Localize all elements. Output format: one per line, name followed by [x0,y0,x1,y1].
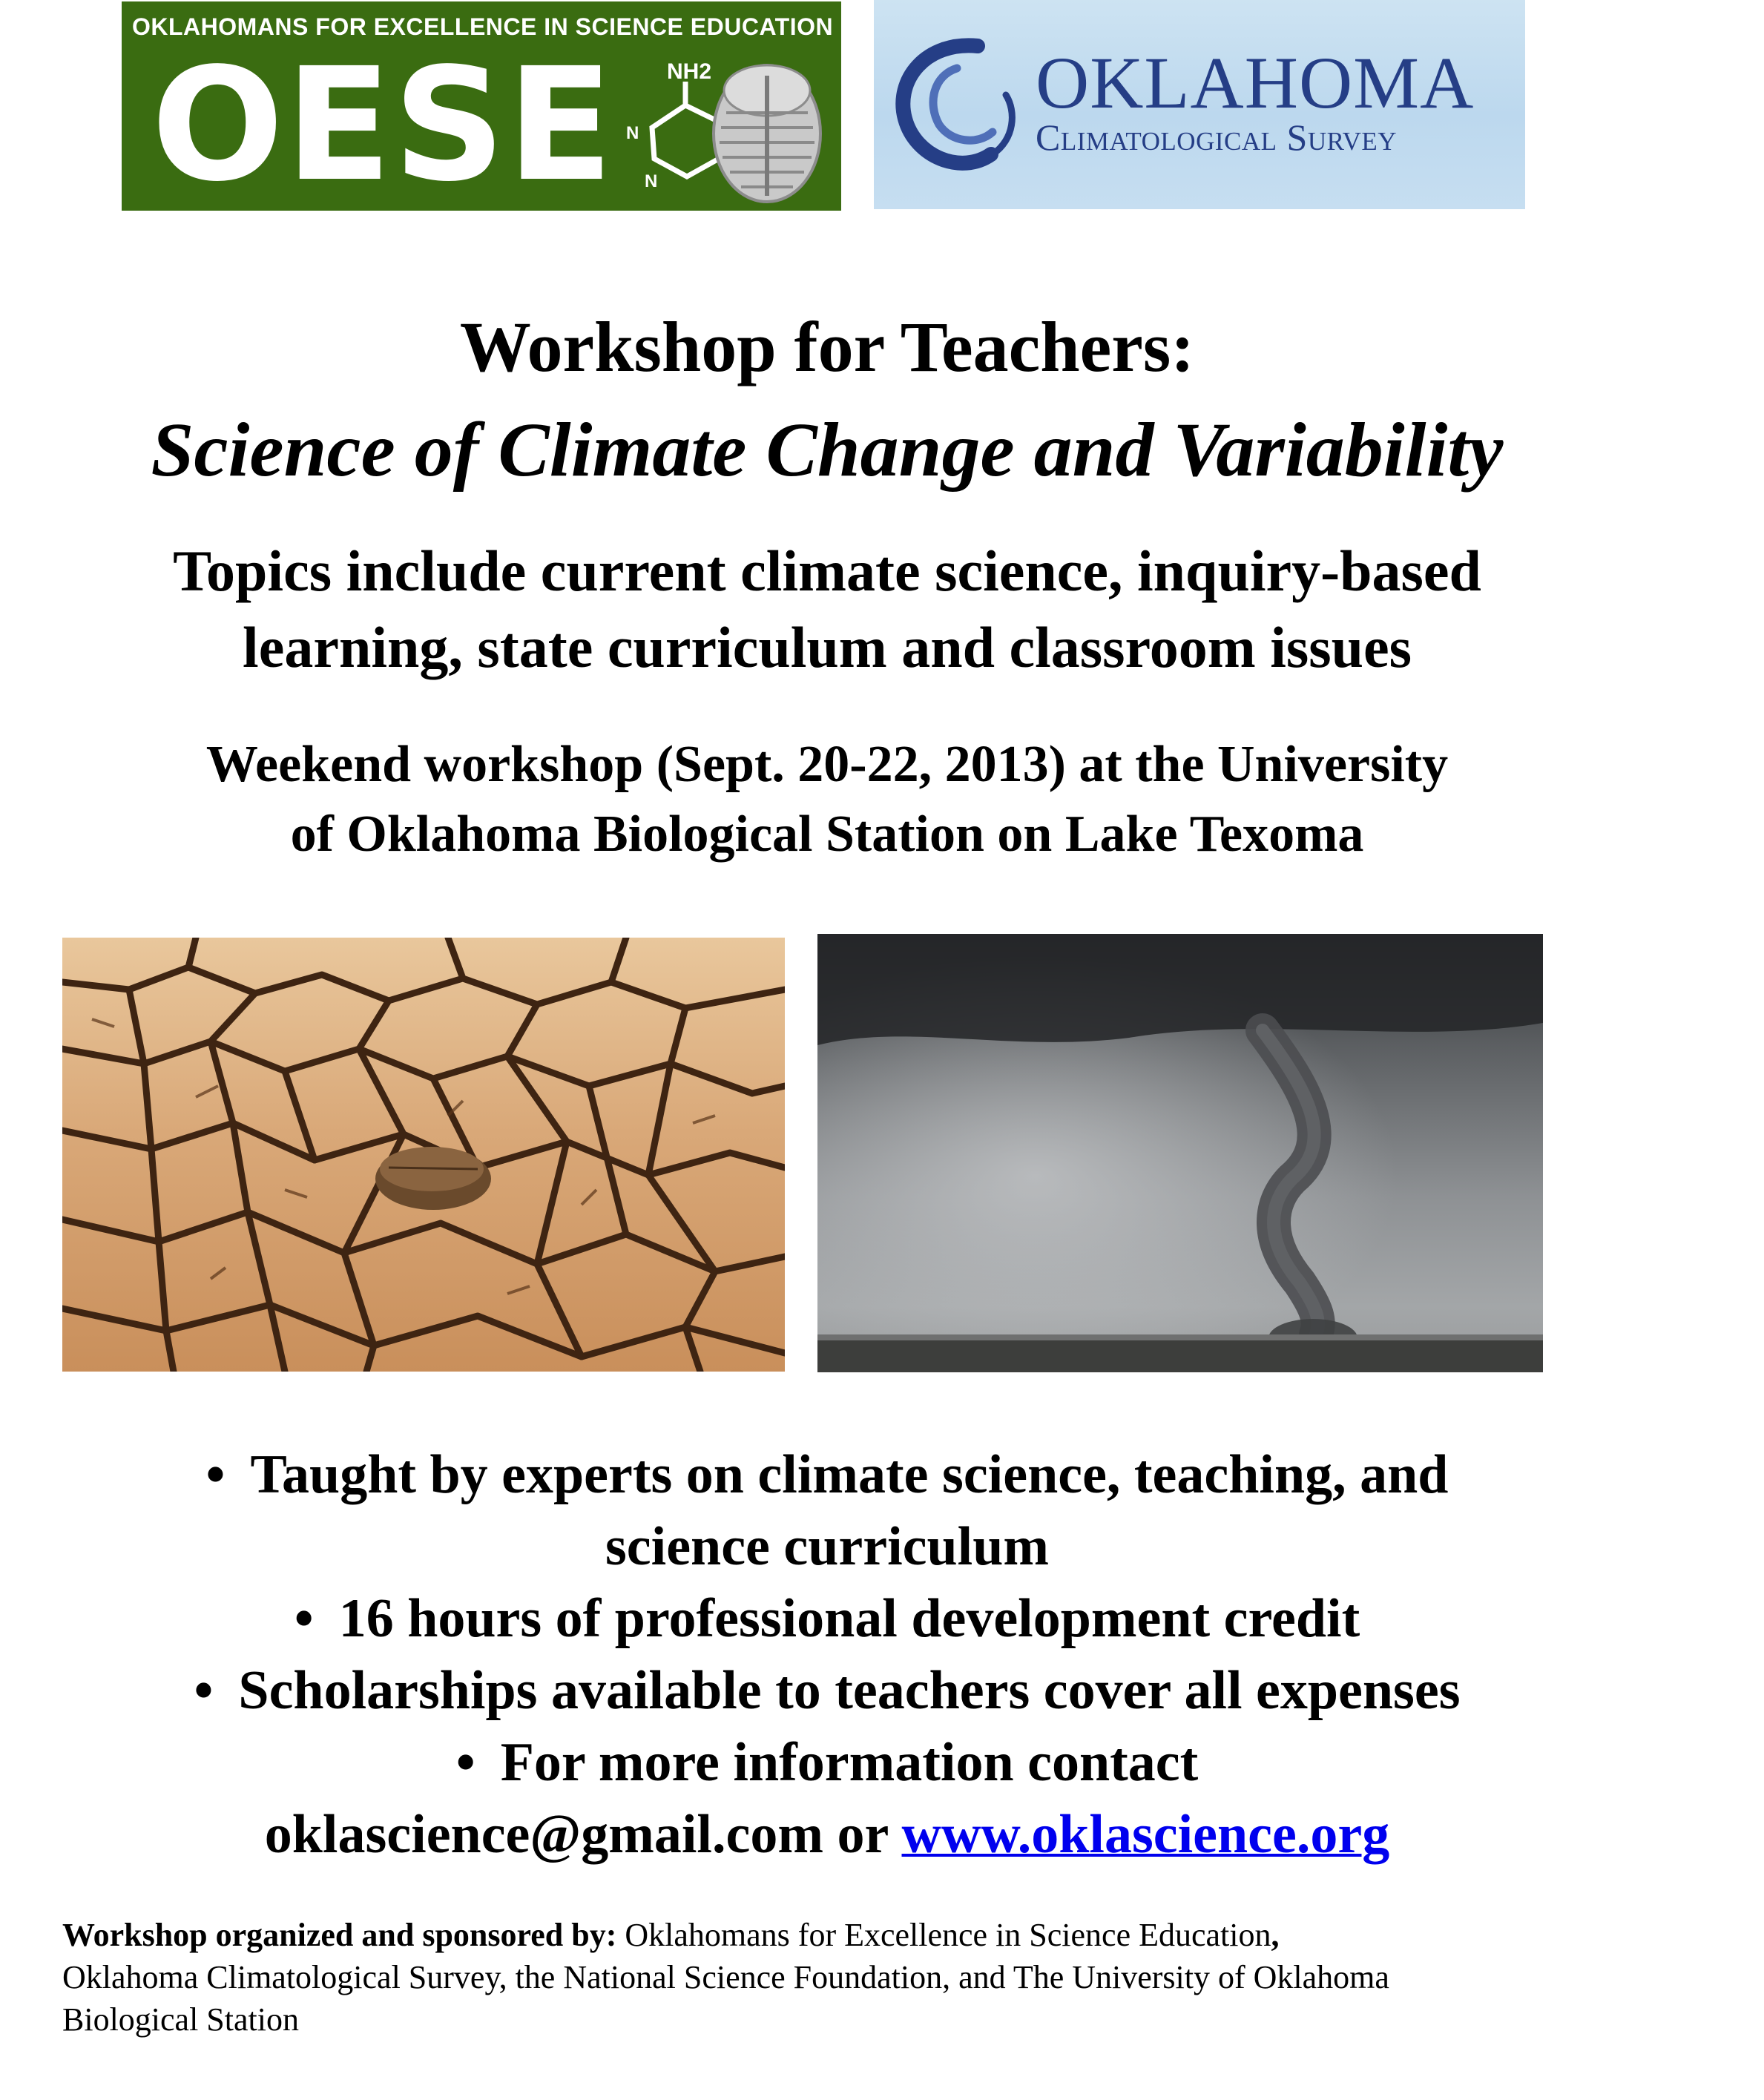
bullet-icon: • [205,1444,226,1505]
cracked-earth-image [62,938,785,1372]
website-link[interactable]: www.oklascience.org [901,1804,1390,1865]
ocs-title: OKLAHOMA [1036,42,1475,124]
topics-line-1: Topics include current climate science, inquiry-based [173,539,1481,603]
ocs-logo [874,0,1525,209]
footer-sponsors-line-2: Oklahoma Climatological Survey, the National Science Foundation, and The University of Oklahoma [62,1959,1389,1995]
weekend-line-1: Weekend workshop (Sept. 20-22, 2013) at the University [205,736,1449,793]
bullet-credit: 16 hours of professional development credit [338,1588,1360,1649]
list-item [0,1439,1654,1583]
swirl-icon [874,0,1037,209]
oese-molecule-trilobite-art [122,1,841,211]
bullet-icon: • [194,1660,214,1721]
bullet-experts-line-2: science curriculum [605,1516,1049,1577]
topics-line-2: learning, state curriculum and classroom issues [243,615,1412,679]
nh2-label: NH2 [667,59,712,84]
n-label-1: N [626,123,639,143]
bullet-experts-line-1: Taught by experts on climate science, teaching, and [250,1444,1449,1505]
footer-comma: , [1271,1917,1280,1953]
trilobite-icon [714,65,820,202]
topics-block [0,533,1654,685]
list-item [0,1727,1654,1871]
bullet-contact: For more information contact [500,1732,1199,1793]
tornado-photo [817,934,1543,1372]
footer-sponsors-line-3: Biological Station [62,2001,299,2038]
sponsor-footer [62,1914,1620,2041]
oese-logo [122,1,841,211]
n-label-2: N [645,171,658,191]
bullet-icon: • [455,1732,475,1793]
weekend-block [0,730,1654,869]
tornado-image [817,934,1543,1372]
footer-sponsor-oese: Oklahomans for Excellence in Science Education [625,1917,1271,1953]
contact-or: or [837,1804,888,1865]
oese-wordmark: OESE [151,34,615,211]
page-title: Workshop for Teachers: [459,307,1195,386]
weekend-line-2: of Oklahoma Biological Station on Lake Texoma [290,806,1364,863]
oese-tagline: OKLAHOMANS FOR EXCELLENCE IN SCIENCE EDUCATION [132,13,834,40]
contact-line [265,1804,1389,1865]
ocs-subtitle: Climatological Survey [1036,116,1398,158]
bullet-icon: • [294,1588,314,1649]
list-item [0,1655,1654,1727]
list-item [0,1583,1654,1655]
drought-photo [62,938,785,1372]
rock-icon [375,1147,491,1210]
contact-email[interactable]: oklascience@gmail.com [264,1804,823,1865]
footer-label: Workshop organized and sponsored by: [62,1917,617,1953]
bullet-scholarships: Scholarships available to teachers cover all expenses [238,1660,1461,1721]
info-bullet-list [0,1439,1654,1871]
page-subtitle: Science of Climate Change and Variability [151,407,1504,493]
